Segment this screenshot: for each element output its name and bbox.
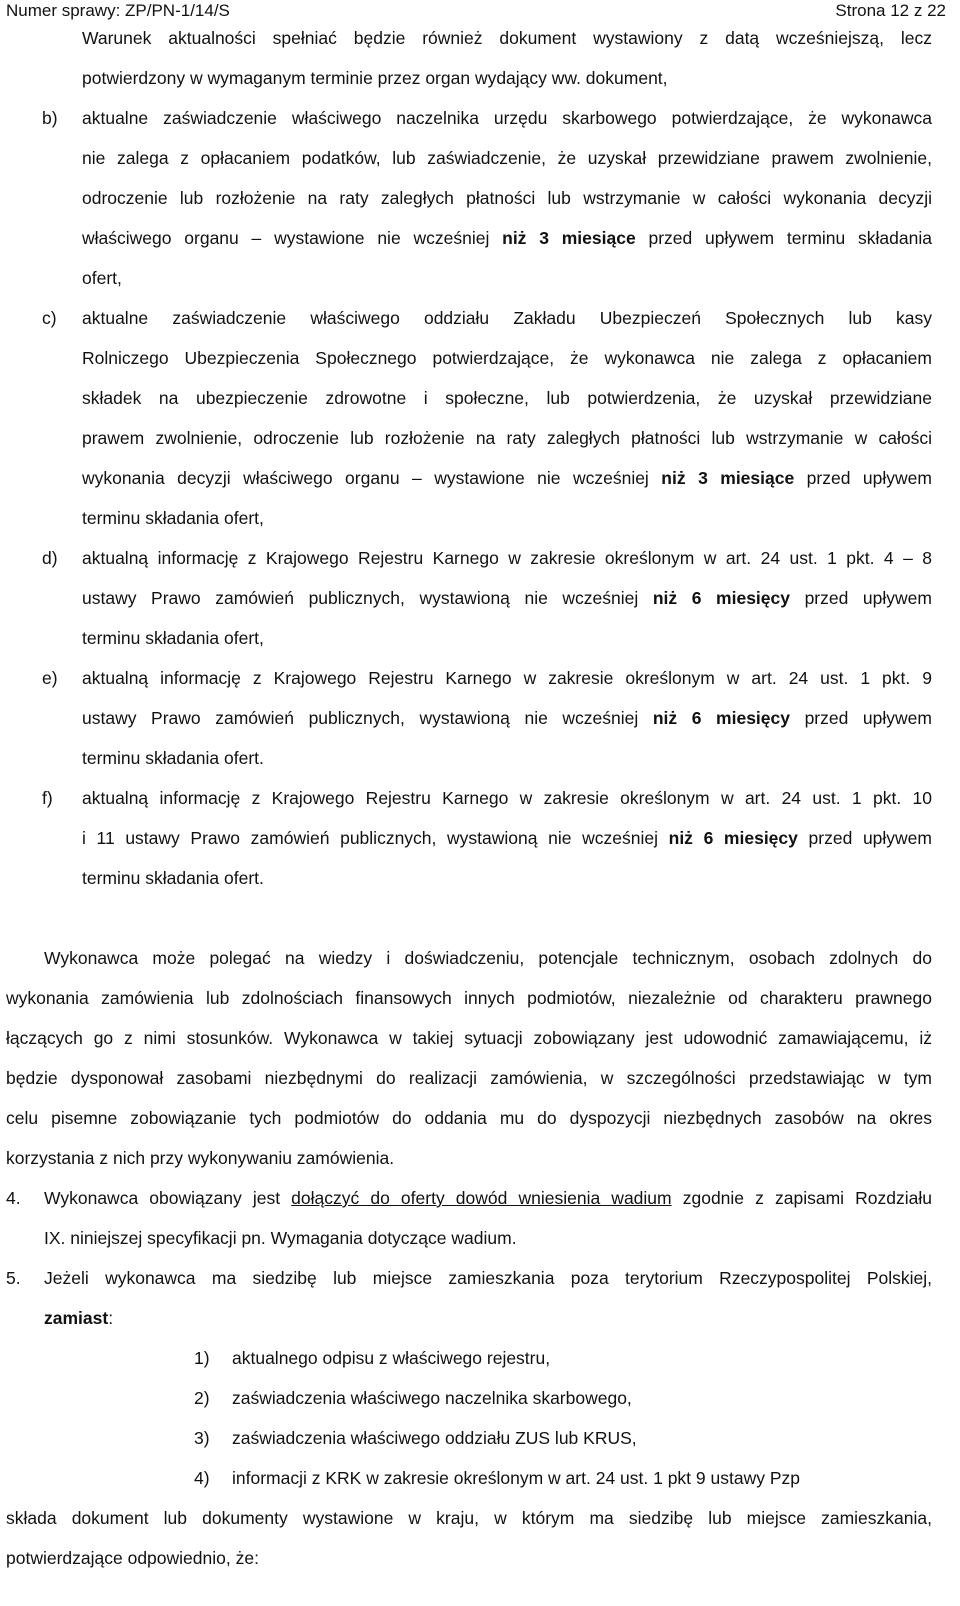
text-line: potwierdzony w wymaganym terminie przez organ wydający ww. dokument, [82,68,668,88]
text-line: aktualną informację z Krajowego Rejestru Karnego w zakresie określonym w art. 24 ust. 1 pkt. 4 – 8 [82,548,932,568]
text-line: wykonania zamówienia lub zdolnościach finansowych innych podmiotów, niezależnie od charakteru prawnego [6,988,932,1008]
text-line: i 11 ustawy Prawo zamówień publicznych, wystawioną nie wcześniej niż 6 miesięcy przed upływem [82,828,932,848]
text-line: łączących go z nimi stosunków. Wykonawca w takiej sytuacji zobowiązany jest udowodnić zamawiającemu, iż [6,1028,932,1048]
text-line: IX. niniejszej specyfikacji pn. Wymagania dotyczące wadium. [44,1228,517,1248]
text-line: prawem zwolnienie, odroczenie lub rozłożenie na raty zaległych płatności lub wstrzymanie w całości [82,428,932,448]
point-number-5: 5. [6,1268,21,1288]
list-label-e: e) [42,668,58,688]
emphasis: niż 3 miesiące [661,468,795,488]
page-number: Strona 12 z 22 [835,1,946,20]
text-line: Jeżeli wykonawca ma siedzibę lub miejsce zamieszkania poza terytorium Rzeczypospolitej Polskiej, [44,1268,932,1288]
text-line: ofert, [82,268,122,288]
subitem-text: informacji z KRK w zakresie określonym w art. 24 ust. 1 pkt 9 ustawy Pzp [232,1468,800,1488]
subitem-text: aktualnego odpisu z właściwego rejestru, [232,1348,551,1368]
point-number-4: 4. [6,1188,21,1208]
underlined-requirement: dołączyć do oferty dowód wniesienia wadium [291,1188,672,1208]
text-line: odroczenie lub rozłożenie na raty zaległych płatności lub wstrzymanie w całości wykonania decyzji [82,188,932,208]
text-line: składa dokument lub dokumenty wystawione w kraju, w którym ma siedzibę lub miejsce zamieszkania, [6,1508,932,1528]
subitem-text: zaświadczenia właściwego oddziału ZUS lub KRUS, [232,1428,637,1448]
emphasis: niż 3 miesiące [502,228,636,248]
list-label-f: f) [42,788,53,808]
list-label-d: d) [42,548,58,568]
text-line: aktualną informację z Krajowego Rejestru Karnego w zakresie określonym w art. 24 ust. 1 pkt. 9 [82,668,932,688]
text-line: ustawy Prawo zamówień publicznych, wystawioną nie wcześniej niż 6 miesięcy przed upływem [82,588,932,608]
page-header [6,0,946,22]
emphasis: niż 6 miesięcy [668,828,798,848]
text-line: korzystania z nich przy wykonywaniu zamówienia. [6,1148,395,1168]
text-line: właściwego organu – wystawione nie wcześniej niż 3 miesiące przed upływem terminu składania [82,228,932,248]
text-line: aktualną informację z Krajowego Rejestru Karnego w zakresie określonym w art. 24 ust. 1 pkt. 10 [82,788,932,808]
text-line: wykonania decyzji właściwego organu – wystawione nie wcześniej niż 3 miesiące przed upływem [82,468,932,488]
text-line: zamiast: [44,1308,114,1328]
text-line: potwierdzające odpowiednio, że: [6,1548,259,1568]
text-line: terminu składania ofert. [82,868,264,888]
text-line: ustawy Prawo zamówień publicznych, wystawioną nie wcześniej niż 6 miesięcy przed upływem [82,708,932,728]
case-number: Numer sprawy: ZP/PN-1/14/S [6,1,230,20]
text-line: terminu składania ofert. [82,748,264,768]
subitem-number: 4) [194,1468,210,1488]
emphasis: niż 6 miesięcy [652,708,790,728]
text-line: Warunek aktualności spełniać będzie również dokument wystawiony z datą wcześniejszą, lecz [82,28,932,48]
text-line: aktualne zaświadczenie właściwego oddziału Zakładu Ubezpieczeń Społecznych lub kasy [82,308,932,328]
text-line: celu pisemne zobowiązanie tych podmiotów do oddania mu do dyspozycji niezbędnych zasobów na okres [6,1108,932,1128]
text-line: nie zalega z opłacaniem podatków, lub zaświadczenie, że uzyskał przewidziane prawem zwolnienie, [82,148,932,168]
text-line: terminu składania ofert, [82,628,264,648]
subitem-number: 2) [194,1388,210,1408]
text-line: Wykonawca obowiązany jest dołączyć do oferty dowód wniesienia wadium zgodnie z zapisami Rozdziału [44,1188,932,1208]
emphasis: zamiast [44,1308,109,1328]
text-line: Wykonawca może polegać na wiedzy i doświadczeniu, potencjale technicznym, osobach zdolnych do [44,948,932,968]
list-label-c: c) [42,308,57,328]
emphasis: niż 6 miesięcy [652,588,790,608]
text-line: terminu składania ofert, [82,508,264,528]
text-line: Rolniczego Ubezpieczenia Społecznego potwierdzające, że wykonawca nie zalega z opłacaniem [82,348,932,368]
list-label-b: b) [42,108,58,128]
subitem-number: 1) [194,1348,210,1368]
text-line: składek na ubezpieczenie zdrowotne i społeczne, lub potwierdzenia, że uzyskał przewidziane [82,388,932,408]
text-line: będzie dysponował zasobami niezbędnymi do realizacji zamówienia, w szczególności przedstawiając w tym [6,1068,932,1088]
subitem-number: 3) [194,1428,210,1448]
text-line: aktualne zaświadczenie właściwego naczelnika urzędu skarbowego potwierdzające, że wykonawca [82,108,932,128]
subitem-text: zaświadczenia właściwego naczelnika skarbowego, [232,1388,632,1408]
